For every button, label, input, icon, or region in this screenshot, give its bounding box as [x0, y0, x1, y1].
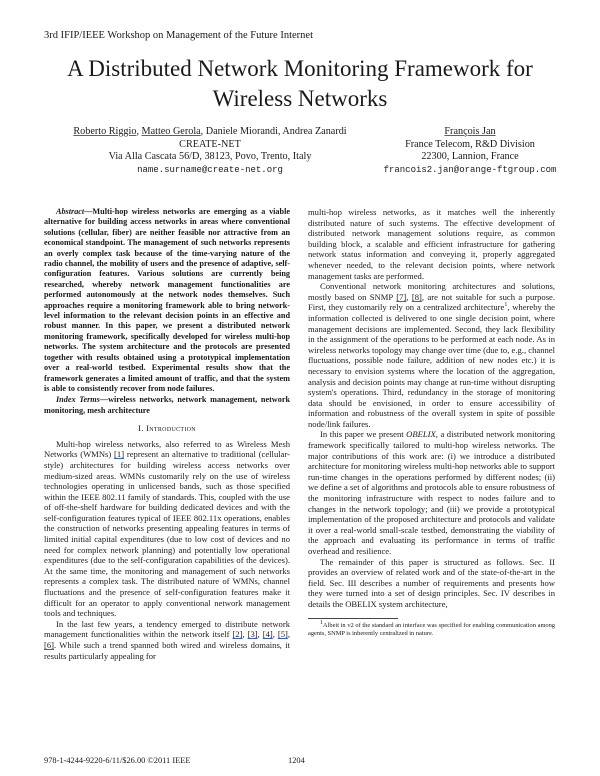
index-terms-body: —wireless networks, network management, network monitoring, mesh architecture	[44, 395, 291, 415]
index-terms	[44, 395, 290, 416]
right-paragraph-1: multi-hop wireless networks, as it matches well the inherently distributed nature of such systems. The effective development of distributed network management solutions require, as common building block, a scalable and efficient infrastructure for gathering network status information and conveying it, properly aggregated whenever needed, to the relevant decision points, where network management tasks are performed.	[308, 207, 555, 281]
page-number: 1204	[288, 756, 305, 765]
citation-sep: ,	[242, 629, 248, 640]
intro-p2-text-b: . While such a trend spanned both wired and wireless domains, it results particularly appealing for	[44, 640, 290, 661]
citation-7[interactable]: [7]	[396, 291, 407, 302]
footnote-number: 1	[320, 619, 323, 626]
right-paragraph-3	[308, 429, 555, 556]
footnote-text: Albeit in v2 of the standard an interface was specified for enabling communication among agents, SNMP is inherently centralized in nature.	[308, 621, 555, 637]
citation-sep: ,	[257, 629, 263, 640]
abstract	[44, 207, 290, 394]
email-left: name.surname@create-net.org	[137, 164, 283, 175]
author-names-right	[370, 126, 570, 139]
paper-title	[30, 54, 570, 114]
address-right: 22300, Lannion, France	[421, 151, 519, 162]
right-p2-text-b: , are not suitable for such a purpose. First, they customarily rely on a centralized architecture	[308, 291, 556, 313]
index-terms-lead: Index Terms	[56, 395, 100, 405]
abstract-body: —Multi-hop wireless networks are emerging as a viable alternative for building access networks in areas where conventional solutions (cellular, fiber) are neither feasible nor attractive from an economical standpoint. The management of such networks represents an overly complex task because of the time-varying nature of the radio channel, the mobility of users and the presence of adaptive, self-configuration features. Various solutions are currently being researched, whereby network management functionalities are performed autonomously at the network nodes themselves. Such approaches require a monitoring framework able to bring network-level information to the relevant decision points in an effective and robust manner. In this paper, we present a distributed network monitoring framework, specifically developed for wireless multi-hop networks. The system architecture and the protocols are presented together with results obtained using a prototypical implementation over a real-world testbed. Experimental results show that the framework generates a limited amount of traffic, and that the system is able to consistently recover from node failures.	[44, 207, 290, 393]
author-link-riggio[interactable]: Roberto Riggio	[73, 126, 137, 137]
email-right: francois2.jan@orange-ftgroup.com	[383, 164, 557, 175]
citation-2[interactable]: [2]	[232, 629, 243, 640]
right-p3-text-b: , a distributed network monitoring framework specifically tailored to multi-hop wireless networks. The major contributions of this work are: (i) we introduce a distributed architecture for monitoring wireless multi-hop networks able to support run-time changes in the operations performed by different nodes; (ii) we define a set of algorithms and protocols able to ensure robustness of the monitoring infrastructure with respect to nodes failure and to changes in the network topology; and (iii) we provide a prototypical implementation of the proposed architecture and protocols and validate it over a real-world small-scale testbed, demonstrating the viability of the approach and evaluating its performance in terms of traffic overhead and resilience.	[308, 429, 555, 556]
system-name-obelix: OBELIX	[406, 429, 436, 440]
intro-p1-text-a: Multi-hop wireless networks, also referred to as Wireless Mesh Networks (WMNs)	[44, 438, 290, 460]
citation-8[interactable]: [8]	[411, 291, 422, 302]
intro-p2-text-a: In the last few years, a tendency emerged to distribute network management functionalities within the network itself	[44, 618, 290, 640]
abstract-lead: Abstract	[56, 207, 85, 216]
section-title: Introduction	[146, 423, 196, 434]
citation-4[interactable]: [4]	[262, 629, 273, 640]
citation-sep: ,	[287, 629, 291, 640]
author-names-rest: , Daniele Miorandi, Andrea Zanardi	[200, 126, 347, 137]
affiliation-right	[370, 126, 570, 176]
footnote	[308, 619, 555, 638]
intro-paragraph-1	[44, 439, 290, 619]
footnote-divider	[308, 618, 398, 619]
address-left: Via Alla Cascata 56/D, 38123, Povo, Trento, Italy	[108, 151, 312, 162]
intro-p1-text-b: represent an alternative to traditional (cellular-style) architectures for building wireless access networks over medium-sized areas. WMNs customarily rely on the use of wireless technologies operating in unlicensed bands, such as those specified within the IEEE 802.11 family of standards. This, coupled with the use of off-the-shelf hardware for building dedicated devices and with the self-configuration features typical of IEEE 802.11x operations, enables the construction of networks presenting appealing features in terms of limited initial capital expenditures (due to low cost of devices and no need for complex network planning) and potentially low operational expenditures (due to the self-configuration capabilities of the devices). At the same time, the monitoring and management of such networks represents a complex task. The distributed nature of WMNs, channel fluctuations and the presence of self-configuration features make it difficult for an operator to apply conventional network management tools and techniques.	[44, 449, 290, 619]
citation-6[interactable]: [6]	[44, 640, 55, 650]
right-p3-text-a: In this paper we present	[320, 429, 407, 440]
citation-1[interactable]: [1]	[114, 449, 125, 460]
org-left: CREATE-NET	[179, 138, 241, 150]
citation-5[interactable]: [5]	[277, 629, 288, 640]
workshop-header: 3rd IFIP/IEEE Workshop on Management of the Future Internet	[44, 30, 313, 41]
right-p2-text-c: , whereby the information collected is delivered to one single decision point, where management decisions are implemented. Second, they lack flexibility in the assignment of the operations to be performed at each node. As in wireless networks topology may change over time (due to, e.g., channel fluctuations, possible node failure, addition of new nodes etc.) it is necessary to envision systems where the location of the aggregation, analysis and decision points may change at run-time without disrupting system's operations. Third, redundancy in the storage of monitoring data should be envisioned, in order to ensure accessibility of information and robustness of the overall system in spite of possible node/link failures.	[308, 302, 555, 429]
left-column	[44, 207, 290, 661]
right-p2-text-a: Conventional network monitoring architectures and solutions, mostly based on SNMP	[308, 281, 555, 302]
section-heading-intro	[44, 423, 290, 434]
citation-3[interactable]: [3]	[247, 629, 258, 640]
right-paragraph-2	[308, 281, 555, 429]
author-link-jan[interactable]: François Jan	[444, 126, 496, 137]
intro-paragraph-2	[44, 619, 290, 661]
citation-sep: ,	[272, 629, 278, 640]
citation-sep: ,	[406, 291, 412, 302]
title-line-1: A Distributed Network Monitoring Framework for	[67, 56, 533, 81]
org-right: France Telecom, R&D Division	[405, 138, 535, 150]
right-column	[308, 207, 555, 638]
footnote-marker[interactable]: 1	[504, 302, 508, 309]
section-number: I.	[138, 423, 147, 434]
author-names-left: Roberto Riggio, Matteo Gerola, Daniele Miorandi, Andrea Zanardi	[73, 126, 347, 137]
affiliation-left	[60, 126, 360, 176]
title-line-2: Wireless Networks	[212, 86, 388, 111]
copyright-footer: 978-1-4244-9220-6/11/$26.00 ©2011 IEEE	[44, 756, 191, 765]
author-link-gerola[interactable]: Matteo Gerola	[141, 126, 201, 137]
right-paragraph-4: The remainder of this paper is structured as follows. Sec. II provides an overview of related work and of the state-of-the-art in the field. Sec. III describes a number of requirements and presents how they were turned into a set of design principles. Sec. IV describes in details the OBELIX system architecture,	[308, 556, 555, 609]
